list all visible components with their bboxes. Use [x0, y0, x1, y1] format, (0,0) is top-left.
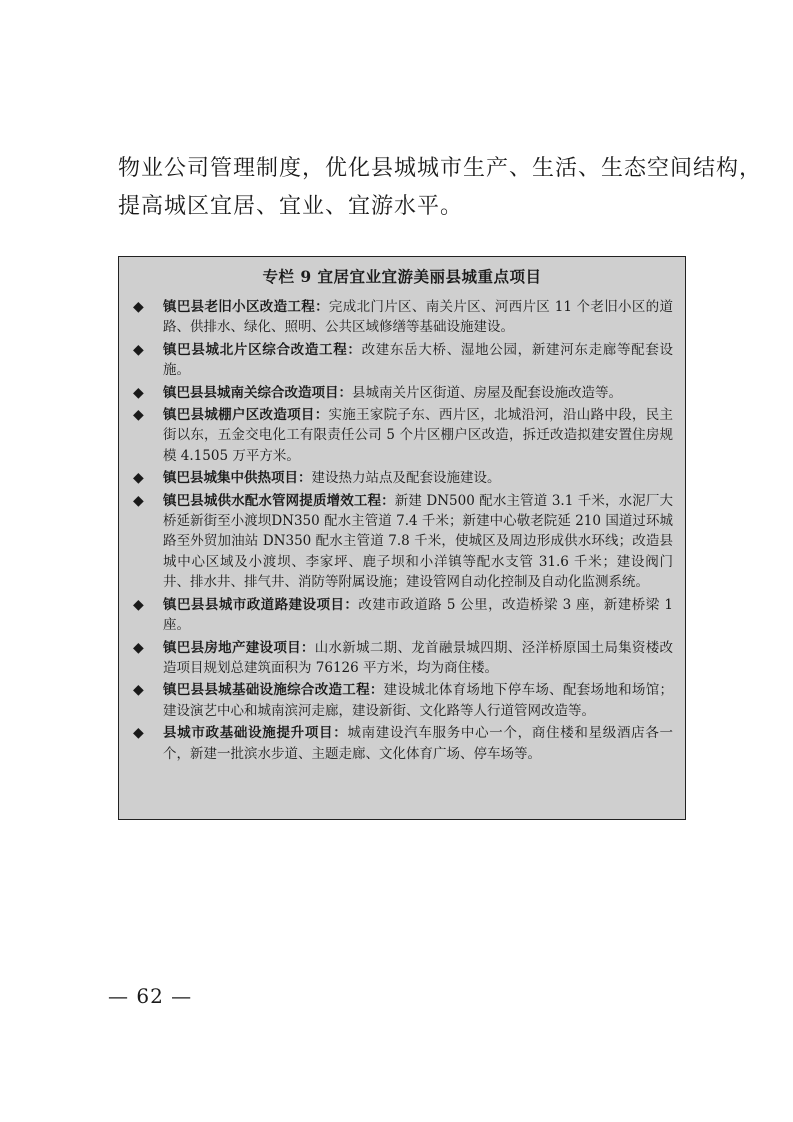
list-item	[131, 405, 673, 466]
item-body: 县城南关片区街道、房屋及配套设施改造等。	[352, 384, 622, 401]
diamond-bullet-icon: ◆	[133, 682, 144, 699]
diamond-bullet-icon: ◆	[133, 341, 144, 358]
intro-paragraph	[118, 150, 763, 226]
page-number: — 62 —	[108, 984, 193, 1008]
diamond-bullet-icon: ◆	[133, 596, 144, 613]
box-title: 专栏 9 宜居宜业宜游美丽县城重点项目	[262, 267, 542, 286]
list-item	[131, 340, 673, 381]
item-heading: 县城市政基础设施提升项目：	[163, 725, 348, 742]
item-body: 建设城北体育场地下停车场、配套场地和场馆；建设演艺中心和城南滨河走廊，建设新街、文化路等人行道管网改造等。	[163, 682, 674, 719]
item-body: 实施王家院子东、西片区，北城沿河，沿山路中段，民主街以东，五金交电化工有限责任公司 5 个片区棚户区改造，拆迁改造拟建安置住房规模 4.1505 万平方米。	[163, 407, 673, 464]
item-heading: 镇巴县城棚户区改造项目：	[163, 407, 329, 424]
diamond-bullet-icon: ◆	[133, 384, 144, 401]
diamond-bullet-icon: ◆	[133, 639, 144, 656]
intro-line-2: 提高城区宜居、宜业、宜游水平。	[118, 194, 464, 219]
item-body: 城南建设汽车服务中心一个，商住楼和星级酒店各一个，新建一批滨水步道、主题走廊、文化体育广场、停车场等。	[163, 725, 674, 762]
list-item	[131, 297, 673, 338]
item-body: 改建市政道路 5 公里，改造桥梁 3 座，新建桥梁 1 座。	[163, 596, 674, 634]
diamond-bullet-icon: ◆	[133, 299, 144, 315]
item-body: 山水新城二期、龙首融景城四期、泾洋桥原国土局集资楼改造项目规划总建筑面积为 76126 平方米，均为商住楼。	[163, 639, 674, 676]
list-item	[131, 468, 673, 488]
list-item	[131, 491, 673, 593]
diamond-bullet-icon: ◆	[133, 725, 144, 742]
list-item	[131, 638, 673, 679]
item-heading: 镇巴县城供水配水管网提质增效工程：	[163, 492, 395, 509]
item-heading: 镇巴县城集中供热项目：	[163, 470, 312, 487]
list-item	[131, 723, 673, 764]
diamond-bullet-icon: ◆	[133, 407, 144, 424]
item-body: 改建东岳大桥、湿地公园，新建河东走廊等配套设施。	[163, 341, 674, 379]
list-item	[131, 383, 673, 403]
item-heading: 镇巴县县城市政道路建设项目：	[163, 596, 359, 613]
item-heading: 镇巴县城北片区综合改造工程：	[163, 341, 362, 358]
item-body: 完成北门片区、南关片区、河西片区 11 个老旧小区的道路、供排水、绿化、照明、公共区域修缮等基础设施建设。	[163, 299, 674, 336]
item-heading: 镇巴县县城南关综合改造项目：	[163, 384, 352, 401]
list-item	[131, 595, 673, 636]
diamond-bullet-icon: ◆	[133, 492, 144, 509]
item-heading: 镇巴县老旧小区改造工程：	[163, 299, 329, 315]
project-box	[118, 256, 686, 820]
list-item	[131, 680, 673, 721]
diamond-bullet-icon: ◆	[133, 470, 144, 487]
intro-line-1: 物业公司管理制度，优化县城城市生产、生活、生态空间结构，	[118, 156, 763, 181]
item-body: 建设热力站点及配套设施建设。	[311, 470, 501, 487]
item-heading: 镇巴县县城基础设施综合改造工程：	[163, 682, 384, 699]
item-heading: 镇巴县房地产建设项目：	[163, 639, 315, 656]
project-list	[131, 297, 673, 764]
item-body: 新建 DN500 配水主管道 3.1 千米，水泥厂大桥延新街至小渡坝DN350 配水主管道 7.4 千米；新建中心敬老院延 210 国道过环城路至外贸加油站 DN350 配水主管道 7.8 千米，使城区及周边形成供水环线；改造县城中心区域及小渡坝、李家坪、鹿子坝和小洋镇等配水支管 31.6 千米；建设阀门井、排水井、排气井、消防等附属设施；建设管网自动化控制及自动化监测系统。	[163, 492, 673, 591]
